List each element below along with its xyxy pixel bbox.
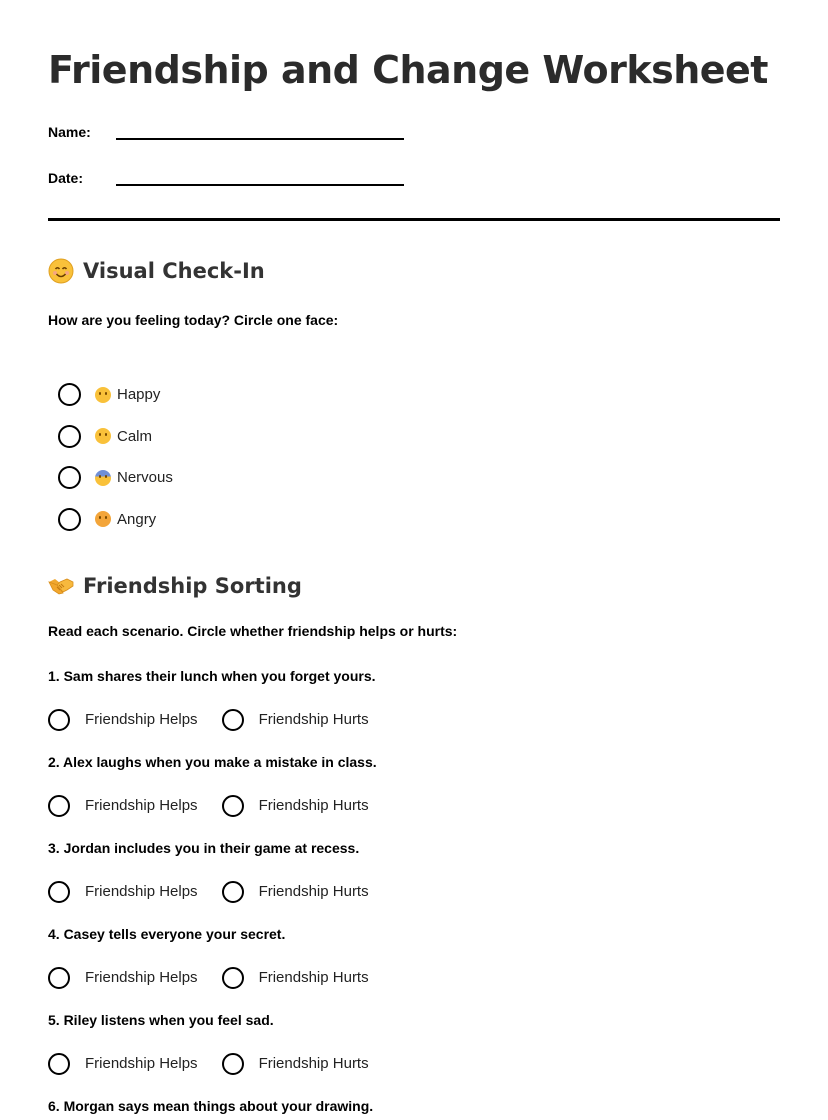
- happy-face-icon: [95, 387, 111, 403]
- hurts-radio-circle[interactable]: [222, 795, 244, 817]
- mood-options: [58, 374, 173, 540]
- helps-label: Friendship Helps: [85, 797, 198, 814]
- helps-radio-circle[interactable]: [48, 795, 70, 817]
- page-title: Friendship and Change Worksheet: [48, 48, 768, 92]
- scenario-item: [48, 662, 780, 748]
- nervous-face-icon: [95, 470, 111, 486]
- scenario-item: [48, 920, 780, 1006]
- checkin-heading: [48, 258, 265, 284]
- option-hurts[interactable]: [222, 1053, 369, 1075]
- option-helps[interactable]: [48, 881, 198, 903]
- scenario-options: [48, 949, 780, 1006]
- date-label: Date:: [48, 170, 84, 186]
- mood-label: Nervous: [117, 469, 173, 487]
- option-helps[interactable]: [48, 795, 198, 817]
- hurts-radio-circle[interactable]: [222, 881, 244, 903]
- helps-radio-circle[interactable]: [48, 1053, 70, 1075]
- name-field[interactable]: [48, 118, 404, 140]
- scenario-options: [48, 863, 780, 920]
- sorting-prompt: Read each scenario. Circle whether friendship helps or hurts:: [48, 623, 458, 639]
- mood-label: Happy: [117, 386, 161, 404]
- mood-option-nervous[interactable]: [58, 457, 173, 499]
- mood-radio-circle[interactable]: [58, 425, 81, 448]
- helps-label: Friendship Helps: [85, 883, 198, 900]
- hurts-radio-circle[interactable]: [222, 709, 244, 731]
- date-input-line[interactable]: [116, 164, 404, 186]
- option-hurts[interactable]: [222, 967, 369, 989]
- option-hurts[interactable]: [222, 709, 369, 731]
- scenario-item: [48, 1092, 780, 1120]
- hurts-radio-circle[interactable]: [222, 967, 244, 989]
- scenario-question: 2. Alex laughs when you make a mistake in class.: [48, 754, 377, 770]
- hurts-radio-circle[interactable]: [222, 1053, 244, 1075]
- checkin-heading-text: Visual Check-In: [83, 259, 265, 283]
- scenario-question: 5. Riley listens when you feel sad.: [48, 1012, 274, 1028]
- divider: [48, 218, 780, 221]
- scenario-question: 4. Casey tells everyone your secret.: [48, 926, 286, 942]
- option-hurts[interactable]: [222, 881, 369, 903]
- helps-label: Friendship Helps: [85, 969, 198, 986]
- scenario-options: [48, 777, 780, 834]
- scenario-question: 3. Jordan includes you in their game at recess.: [48, 840, 360, 856]
- option-helps[interactable]: [48, 967, 198, 989]
- mood-option-happy[interactable]: [58, 374, 173, 416]
- hurts-label: Friendship Hurts: [258, 1055, 369, 1072]
- helps-radio-circle[interactable]: [48, 881, 70, 903]
- mood-label: Angry: [117, 510, 157, 528]
- mood-option-calm[interactable]: [58, 416, 173, 458]
- mood-radio-circle[interactable]: [58, 383, 81, 406]
- smiling-face-icon: [48, 258, 74, 284]
- sorting-heading-text: Friendship Sorting: [83, 574, 302, 598]
- hurts-label: Friendship Hurts: [258, 797, 369, 814]
- helps-radio-circle[interactable]: [48, 709, 70, 731]
- hurts-label: Friendship Hurts: [258, 711, 369, 728]
- scenario-item: [48, 748, 780, 834]
- mood-option-angry[interactable]: [58, 499, 173, 541]
- scenario-item: [48, 834, 780, 920]
- checkin-prompt: How are you feeling today? Circle one face:: [48, 312, 339, 328]
- mood-label: Calm: [117, 427, 153, 445]
- helps-label: Friendship Helps: [85, 711, 198, 728]
- helps-label: Friendship Helps: [85, 1055, 198, 1072]
- scenario-list: [48, 662, 780, 1120]
- helps-radio-circle[interactable]: [48, 967, 70, 989]
- scenario-item: [48, 1006, 780, 1092]
- scenario-options: [48, 1035, 780, 1092]
- date-field[interactable]: [48, 164, 404, 186]
- hurts-label: Friendship Hurts: [258, 969, 369, 986]
- mood-radio-circle[interactable]: [58, 508, 81, 531]
- scenario-options: [48, 691, 780, 748]
- option-helps[interactable]: [48, 1053, 198, 1075]
- scenario-question: 6. Morgan says mean things about your drawing.: [48, 1098, 374, 1114]
- option-hurts[interactable]: [222, 795, 369, 817]
- hurts-label: Friendship Hurts: [258, 883, 369, 900]
- handshake-icon: [48, 573, 74, 599]
- scenario-question: 1. Sam shares their lunch when you forget yours.: [48, 668, 376, 684]
- calm-face-icon: [95, 428, 111, 444]
- name-input-line[interactable]: [116, 118, 404, 140]
- name-label: Name:: [48, 124, 91, 140]
- angry-face-icon: [95, 511, 111, 527]
- option-helps[interactable]: [48, 709, 198, 731]
- sorting-heading: [48, 573, 302, 599]
- mood-radio-circle[interactable]: [58, 466, 81, 489]
